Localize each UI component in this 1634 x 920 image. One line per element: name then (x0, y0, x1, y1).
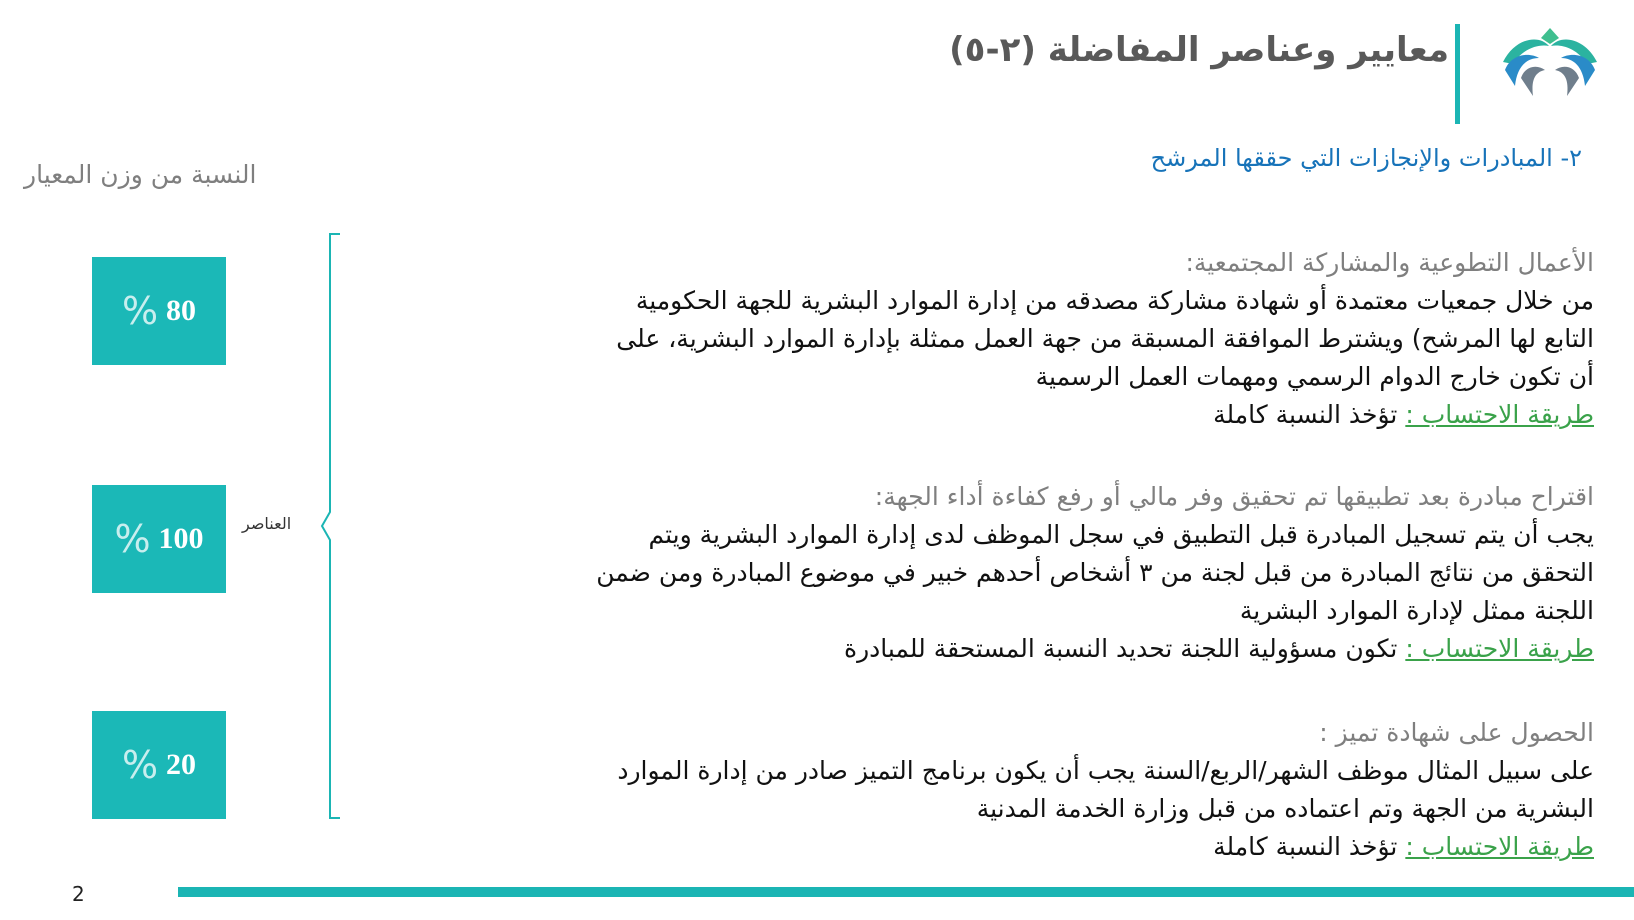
header-divider (1455, 24, 1460, 124)
criterion-line: التابع لها المرشح) ويشترط الموافقة المسبقة من جهة العمل ممثلة بإدارة الموارد البشرية، على (616, 324, 1594, 353)
page-number: 2 (72, 882, 85, 906)
criterion-line: البشرية من الجهة وتم اعتماده من قبل وزارة الخدمة المدنية (976, 794, 1594, 823)
organization-logo-icon (1495, 24, 1605, 104)
percent-sign: % (114, 517, 151, 561)
calculation-method-label: طريقة الاحتساب : (1405, 400, 1594, 429)
percentage-box (92, 257, 226, 365)
criterion-line: أن تكون خارج الدوام الرسمي ومهمات العمل الرسمية (1035, 362, 1594, 391)
criterion-subheading: اقتراح مبادرة بعد تطبيقها تم تحقيق وفر مالي أو رفع كفاءة أداء الجهة: (874, 482, 1594, 511)
calculation-method (334, 828, 1594, 866)
page-title: معايير وعناصر المفاضلة (٢-٥) (949, 30, 1449, 70)
criterion-block (334, 244, 1594, 434)
footer-bar (178, 887, 1634, 897)
percentage-value: 100 (158, 522, 204, 555)
criterion-subheading: الحصول على شهادة تميز : (1319, 718, 1594, 747)
percentage-value: 80 (166, 294, 197, 327)
criterion-line: من خلال جمعيات معتمدة أو شهادة مشاركة مصدقه من إدارة الموارد البشرية للجهة الحكومية (635, 286, 1594, 315)
section-heading: ٢- المبادرات والإنجازات التي حققها المرشح (1150, 144, 1582, 172)
criterion-line: التحقق من نتائج المبادرة من قبل لجنة من ٣ أشخاص أحدهم خبير في موضوع المبادرة ومن ضمن (596, 558, 1594, 587)
percent-sign: % (121, 289, 159, 333)
calculation-method (334, 630, 1594, 668)
percentage-box (92, 711, 226, 819)
calculation-method-label: طريقة الاحتساب : (1405, 634, 1594, 663)
percentage-value: 20 (166, 748, 197, 781)
calculation-method-text: تؤخذ النسبة كاملة (1213, 400, 1406, 429)
criterion-line: اللجنة ممثل لإدارة الموارد البشرية (1239, 596, 1594, 625)
elements-label: العناصر (242, 514, 292, 533)
percentage-box (92, 485, 226, 593)
criterion-line: على سبيل المثال موظف الشهر/الربع/السنة يجب أن يكون برنامج التميز صادر من إدارة الموارد (617, 756, 1594, 785)
criterion-line: يجب أن يتم تسجيل المبادرة قبل التطبيق في سجل الموظف لدى إدارة الموارد البشرية ويتم (648, 520, 1594, 549)
calculation-method-label: طريقة الاحتساب : (1405, 832, 1594, 861)
weight-heading: النسبة من وزن المعيار (24, 160, 257, 189)
percent-sign: % (121, 743, 159, 787)
calculation-method-text: تكون مسؤولية اللجنة تحديد النسبة المستحقة للمبادرة (843, 634, 1406, 663)
criterion-block (334, 714, 1594, 866)
calculation-method (334, 396, 1594, 434)
criterion-block (334, 478, 1594, 668)
criterion-subheading: الأعمال التطوعية والمشاركة المجتمعية: (1185, 248, 1594, 277)
calculation-method-text: تؤخذ النسبة كاملة (1213, 832, 1406, 861)
